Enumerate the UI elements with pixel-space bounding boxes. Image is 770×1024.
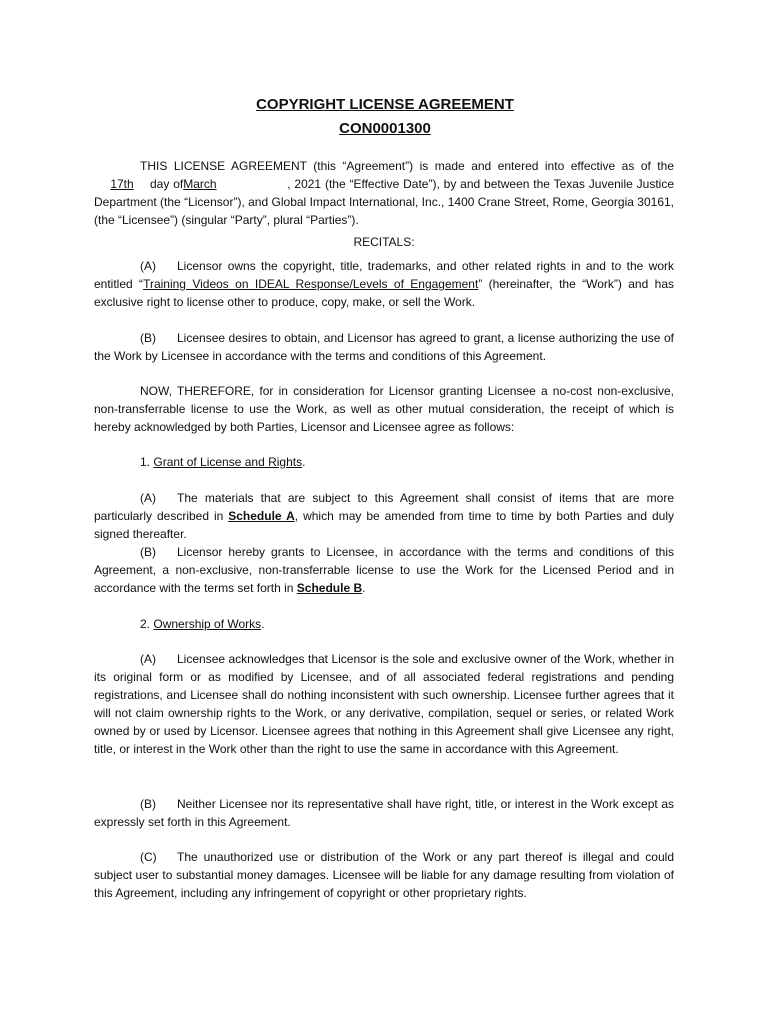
section-2-b: (B) Neither Licensee nor its representative shall have right, title, or interest in the Work except as expressly set forth in this Agreement. <box>94 797 674 829</box>
day-field: 17th <box>110 177 134 191</box>
section-1-a: (A) The materials that are subject to this Agreement shall consist of items that are more particularly described in Schedule A, which may be amended from time to time by both Parties and duly signed thereafter. <box>94 491 674 541</box>
intro-paragraph: THIS LICENSE AGREEMENT (this “Agreement”) is made and entered into effective as of the 17th day ofMarch , 2021 (the “Effective Date”), by and between the Texas Juvenile Justice Department (the “Licensor”), and Global Impact International, Inc., 1400 Crane Street, Rome, Georgia 30161, (the “Licensee”) (singular “Party”, plural “Parties”). <box>94 159 674 227</box>
contract-number: CON0001300 <box>339 120 431 137</box>
schedule-a-ref: Schedule A <box>228 509 295 523</box>
section-2-heading: 2. Ownership of Works. <box>140 617 265 631</box>
recital-a: (A) Licensor owns the copyright, title, trademarks, and other related rights in and to the work entitled “Training Videos on IDEAL Response/Levels of Engagement” (hereinafter, the “Work”) and has exclusive right to license other to produce, copy, make, or sell the Work. <box>94 259 674 309</box>
now-therefore-paragraph: NOW, THEREFORE, for in consideration for Licensor granting Licensee a no-cost non-exclusive, non-transferrable license to use the Work, as well as other mutual consideration, the receipt of which is hereby acknowledged by both Parties, Licensor and Licensee agree as follows: <box>94 384 674 434</box>
recital-b: (B) Licensee desires to obtain, and Licensor has agreed to grant, a license authorizing the use of the Work by Licensee in accordance with the terms and conditions of this Agreement. <box>94 331 674 363</box>
recitals-heading: RECITALS: <box>353 235 415 249</box>
section-2-c: (C) The unauthorized use or distribution of the Work or any part thereof is illegal and could subject user to substantial money damages. Licensee will be liable for any damage resulting from violation of this Agreement, including any infringement of copyright or other proprietary rights. <box>94 850 674 900</box>
month-field: March <box>183 177 217 191</box>
section-1-heading: 1. Grant of License and Rights. <box>140 455 306 469</box>
schedule-b-ref: Schedule B <box>296 581 363 595</box>
work-title: Training Videos on IDEAL Response/Levels of Engagement <box>143 277 479 291</box>
document-title: COPYRIGHT LICENSE AGREEMENT <box>256 96 514 113</box>
section-1-b: (B) Licensor hereby grants to Licensee, in accordance with the terms and conditions of this Agreement, a non-exclusive, non-transferrable license to use the Work for the Licensed Period and in accordance with the terms set forth in Schedule B. <box>94 545 674 595</box>
section-2-a: (A) Licensee acknowledges that Licensor is the sole and exclusive owner of the Work, whether in its original form or as modified by Licensee, and of all associated federal registrations and pending registrations, and Licensee shall do nothing inconsistent with such ownership. Licensee further agrees that it will not claim ownership rights to the Work, or any derivative, compilation, sequel or series, or related Work owned by or used by Licensor. Licensee agrees that nothing in this Agreement shall give Licensee any right, title, or interest in the Work other than the right to use the same in accordance with this Agreement. <box>94 652 674 756</box>
